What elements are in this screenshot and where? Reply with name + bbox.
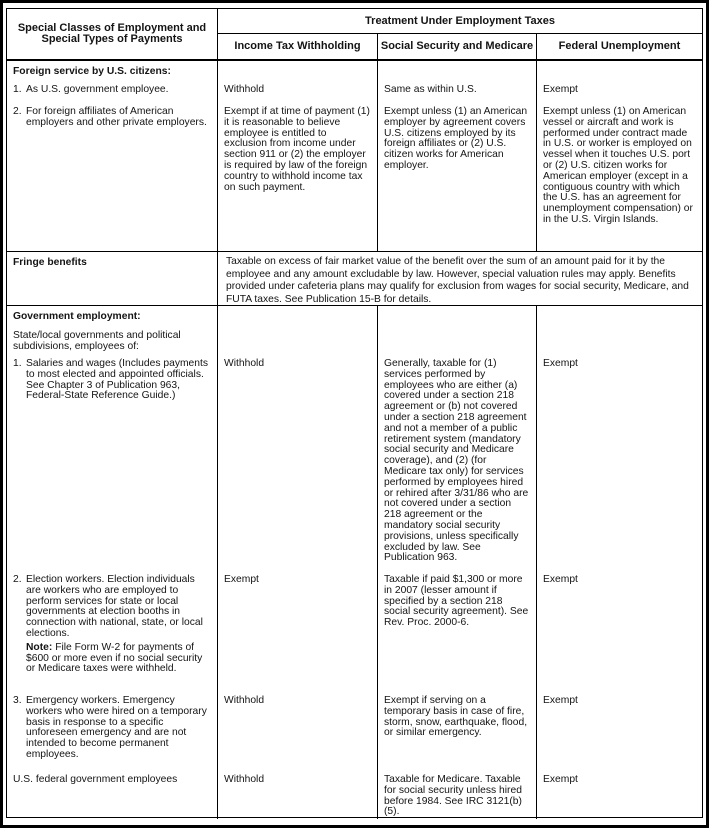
- spacer-cell: [537, 61, 702, 84]
- government-item-1-itw: Withhold: [218, 358, 378, 574]
- spacer-cell: [218, 306, 378, 358]
- item-text: [26, 575, 211, 675]
- foreign-item-2-itw: Exempt if at time of payment (1) it is reasonable to believe employee is entitled to exclusion from income under section 911 or (2) the employer is required by law of the foreign country to withhold income tax on such payment.: [218, 106, 378, 251]
- fringe-benefits-treatment: Taxable on excess of fair market value of the benefit over the sum of an amount paid for it by the employee and any amount excludable by law. However, special valuation rules may apply. Benefits provided under cafeteria plans may qualify for exclusion from wages for social security, Medicare, and FUTA taxes. See Publication 15-B for details.: [226, 256, 689, 305]
- government-item-2-label: [7, 574, 218, 695]
- government-item-2-futa: Exempt: [543, 574, 578, 585]
- item-number: 1.: [13, 84, 22, 95]
- foreign-item-2-label: [7, 106, 218, 251]
- foreign-item-1-ssm: Same as within U.S.: [378, 84, 537, 106]
- government-intro: State/local governments and political subdivisions, employees of:: [13, 329, 181, 352]
- federal-employees-label: U.S. federal government employees: [7, 774, 218, 819]
- item-number: 3.: [13, 695, 22, 706]
- government-item-2-ssm: Taxable if paid $1,300 or more in 2007 (lesser amount if specified by a section 218 social security agreement). See Rev. Proc. 2000-6.: [378, 574, 537, 695]
- government-item-2-itw: Exempt: [218, 574, 378, 695]
- spacer-cell: [537, 306, 702, 358]
- government-item-1-futa: Exempt: [543, 358, 578, 369]
- government-item-3-ssm: Exempt if serving on a temporary basis in case of fire, storm, snow, earthquake, flood, or similar emergency.: [378, 695, 537, 774]
- spacer-cell: [378, 306, 537, 358]
- foreign-item-1-futa: Exempt: [543, 84, 578, 95]
- item-note: [26, 643, 211, 675]
- section-government-employment: [7, 306, 702, 819]
- note-text: File Form W-2 for payments of $600 or more even if no social security or Medicare taxes were withheld.: [26, 641, 203, 675]
- item-text: Salaries and wages (Includes payments to most elected and appointed officials. See Chapter 3 of Publication 963, Federal-State Reference Guide.): [26, 358, 209, 402]
- item-number: 2.: [13, 106, 22, 117]
- foreign-item-2-ssm: Exempt unless (1) an American employer by agreement covers U.S. citizens employed by its foreign affiliates or (2) U.S. citizen works for American employer.: [378, 106, 537, 251]
- item-number: 1.: [13, 358, 22, 369]
- government-item-3-itw: Withhold: [218, 695, 378, 774]
- government-heading-cell: [7, 306, 218, 358]
- item-main-text: Election workers. Election individuals are workers who are employed to perform services for state or local governments at election booths in connection with national, state, or local elections.: [26, 574, 203, 639]
- section-fringe-benefits: [7, 252, 702, 306]
- employment-tax-table: [6, 8, 703, 818]
- item-text: Emergency workers. Emergency workers who were hired on a temporary basis in response to a specific unforeseen emergency and are not intended to become permanent employees.: [26, 695, 207, 760]
- item-text: As U.S. government employee.: [26, 84, 169, 95]
- item-text: For foreign affiliates of American employers and other private employers.: [26, 106, 207, 128]
- government-item-3-label: [7, 695, 218, 774]
- header-federal-unemployment: Federal Unemployment: [537, 34, 702, 61]
- foreign-item-2-futa: Exempt unless (1) on American vessel or aircraft and work is performed under contract made in U.S. or worker is employed on vessel when it touches U.S. port or (2) U.S. citizen works for American employer (except in a contiguous country with which the U.S. has an agreement for unemployment compensation) or in the U.S. Virgin Islands.: [543, 106, 693, 225]
- section-foreign-service: [7, 61, 702, 252]
- government-item-1-ssm: Generally, taxable for (1) services performed by employees who are either (a) covered under a section 218 agreement or (b) not covered under a section 218 agreement and not a member of a public retirement system (mandatory social security and Medicare coverage), and (2) (for Medicare tax only) for services performed by employees hired or rehired after 3/31/86 who are not covered under a section 218 agreement or the mandatory social security provisions, unless specifically excluded by law. See Publication 963.: [378, 358, 537, 574]
- federal-employees-ssm: Taxable for Medicare. Taxable for social security unless hired before 1984. See IRC 3121(b)(5).: [378, 774, 537, 819]
- note-label: Note:: [26, 641, 53, 653]
- federal-employees-futa: Exempt: [543, 774, 578, 785]
- header-special-classes: Special Classes of Employment and Special Types of Payments: [7, 9, 218, 61]
- foreign-service-heading: Foreign service by U.S. citizens:: [7, 61, 218, 84]
- spacer-cell: [218, 61, 378, 84]
- header-income-tax-withholding: Income Tax Withholding: [218, 34, 378, 61]
- foreign-item-1-label: [7, 84, 218, 106]
- foreign-item-1-itw: Withhold: [218, 84, 378, 106]
- government-heading: Government employment:: [13, 311, 141, 322]
- government-item-1-label: [7, 358, 218, 574]
- government-item-3-futa: Exempt: [543, 695, 578, 706]
- item-number: 2.: [13, 574, 22, 585]
- fringe-benefits-label: Fringe benefits: [7, 252, 218, 305]
- federal-employees-itw: Withhold: [218, 774, 378, 819]
- header-treatment: Treatment Under Employment Taxes: [218, 9, 702, 34]
- spacer-cell: [378, 61, 537, 84]
- header-social-security-medicare: Social Security and Medicare: [378, 34, 537, 61]
